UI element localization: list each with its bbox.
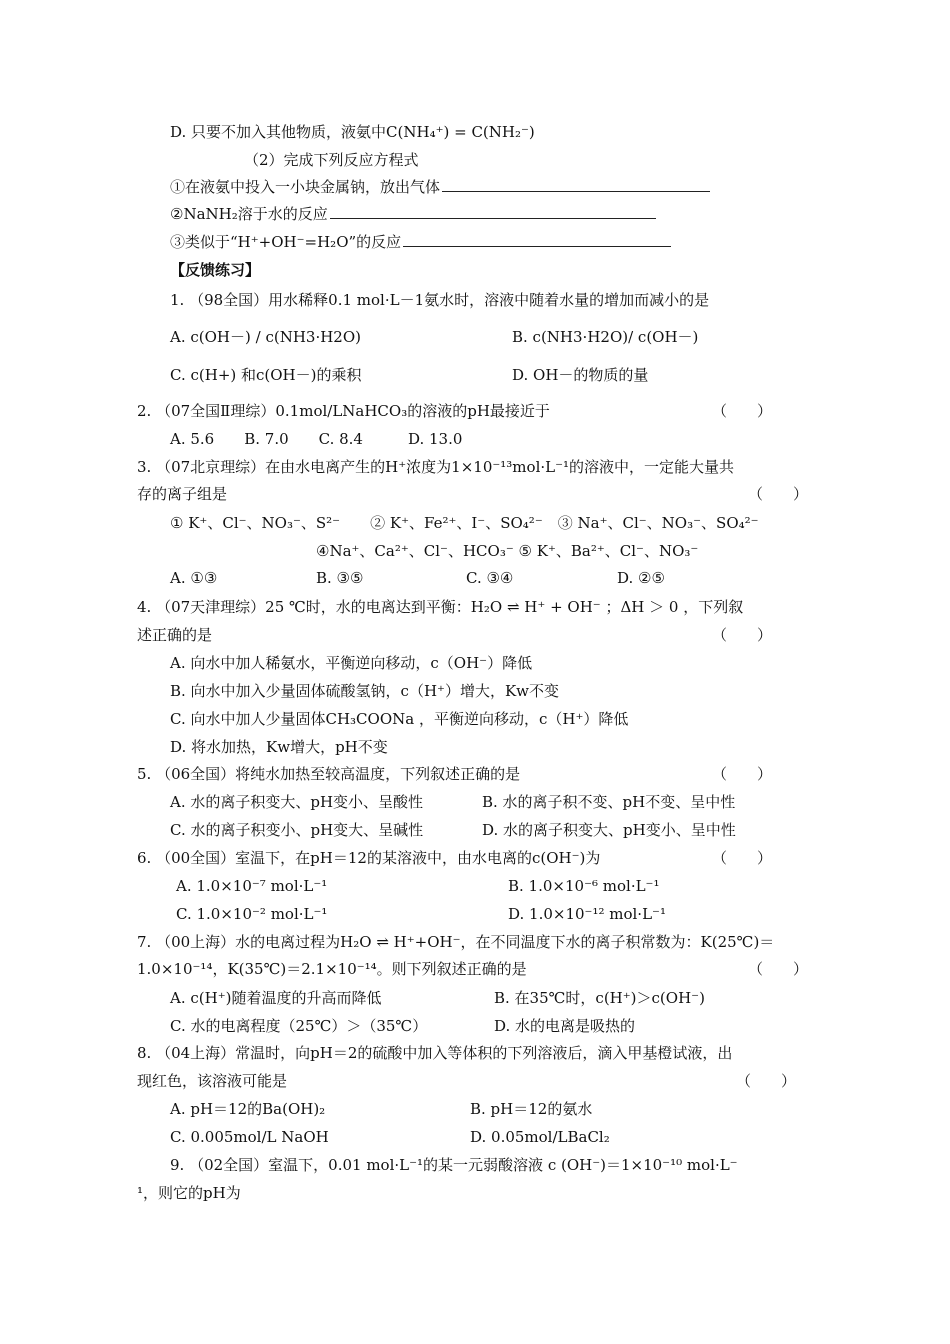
answer-blank[interactable] xyxy=(442,179,710,192)
q8-option-a[interactable]: A. pH＝12的Ba(OH)₂ xyxy=(170,1100,326,1118)
q8-option-c[interactable]: C. 0.005mol/L NaOH xyxy=(170,1128,329,1146)
q1-stem: 1. （98全国）用水稀释0.1 mol·L－1氨水时，溶液中随着水量的增加而减小的是 xyxy=(170,291,710,309)
q4-option-a[interactable]: A. 向水中加人稀氨水，平衡逆向移动，c（OH⁻）降低 xyxy=(170,654,533,672)
q3-answer-paren[interactable]: （ ） xyxy=(748,485,809,503)
q7-option-d[interactable]: D. 水的电离是吸热的 xyxy=(494,1017,636,1035)
q1-option-a[interactable]: A. c(OH－) / c(NH3·H2O) xyxy=(170,328,361,346)
q5-option-b[interactable]: B. 水的离子积不变、pH不变、呈中性 xyxy=(482,793,736,811)
q1-option-c[interactable]: C. c(H+) 和c(OH－)的乘积 xyxy=(170,366,362,384)
q7-option-a[interactable]: A. c(H⁺)随着温度的升高而降低 xyxy=(170,989,382,1007)
reaction-2-text: ②NaNH₂溶于水的反应 xyxy=(170,205,328,223)
reaction-line-3 xyxy=(170,232,671,252)
q5-stem: 5. （06全国）将纯水加热至较高温度，下列叙述正确的是 xyxy=(137,765,521,783)
q2-options[interactable]: A. 5.6 B. 7.0 C. 8.4 D. 13.0 xyxy=(170,430,463,448)
q4-option-d[interactable]: D. 将水加热，Kw增大，pH不变 xyxy=(170,738,388,756)
q7-answer-paren[interactable]: （ ） xyxy=(748,960,809,978)
q3-ion-groups-1: ① K⁺、Cl⁻、NO₃⁻、S²⁻ ② K⁺、Fe²⁺、I⁻、SO₄²⁻ ③ Na⁺、Cl⁻、NO₃⁻、SO₄²⁻ xyxy=(170,514,759,532)
reaction-1-text: ①在液氨中投入一小块金属钠，放出气体 xyxy=(170,178,441,196)
reaction-line-2 xyxy=(170,204,656,224)
q8-option-b[interactable]: B. pH＝12的氨水 xyxy=(470,1100,593,1118)
q6-option-c[interactable]: C. 1.0×10⁻² mol·L⁻¹ xyxy=(176,905,328,923)
q7-stem-line1: 7. （00上海）水的电离过程为H₂O ⇌ H⁺+OH⁻，在不同温度下水的离子积常数为：K(25℃)＝ xyxy=(137,933,775,951)
q8-answer-paren[interactable]: （ ） xyxy=(736,1072,797,1090)
q7-option-c[interactable]: C. 水的电离程度（25℃）＞（35℃） xyxy=(170,1017,428,1035)
q3-option-d[interactable]: D. ②⑤ xyxy=(617,569,665,587)
q2-stem: 2. （07全国Ⅱ理综）0.1mol/LNaHCO₃的溶液的pH最接近于 xyxy=(137,402,550,420)
q8-option-d[interactable]: D. 0.05mol/LBaCl₂ xyxy=(470,1128,610,1146)
q5-option-d[interactable]: D. 水的离子积变大、pH变小、呈中性 xyxy=(482,821,736,839)
q9-stem-line1: 9. （02全国）室温下，0.01 mol·L⁻¹的某一元弱酸溶液 c (OH⁻)＝1×10⁻¹⁰ mol·L⁻ xyxy=(170,1156,738,1174)
q6-answer-paren[interactable]: （ ） xyxy=(712,849,773,867)
q8-stem-line2: 现红色，该溶液可能是 xyxy=(137,1072,288,1090)
q4-answer-paren[interactable]: （ ） xyxy=(712,626,773,644)
q6-option-d[interactable]: D. 1.0×10⁻¹² mol·L⁻¹ xyxy=(508,905,666,923)
q7-option-b[interactable]: B. 在35℃时，c(H⁺)＞c(OH⁻) xyxy=(494,989,705,1007)
q3-ion-groups-2: ④Na⁺、Ca²⁺、Cl⁻、HCO₃⁻ ⑤ K⁺、Ba²⁺、Cl⁻、NO₃⁻ xyxy=(316,542,699,560)
q2-answer-paren[interactable]: （ ） xyxy=(712,402,773,420)
q1-option-d[interactable]: D. OH－的物质的量 xyxy=(512,366,649,384)
q3-option-a[interactable]: A. ①③ xyxy=(170,569,218,587)
q4-option-b[interactable]: B. 向水中加入少量固体硫酸氢钠，c（H⁺）增大，Kw不变 xyxy=(170,682,560,700)
subquestion-heading: （2）完成下列反应方程式 xyxy=(244,151,419,169)
q3-stem-line2: 存的离子组是 xyxy=(137,485,228,503)
q4-option-c[interactable]: C. 向水中加人少量固体CH₃COONa ，平衡逆向移动，c（H⁺）降低 xyxy=(170,710,629,728)
q7-stem-line2: 1.0×10⁻¹⁴，K(35℃)＝2.1×10⁻¹⁴。则下列叙述正确的是 xyxy=(137,960,527,978)
answer-blank[interactable] xyxy=(403,234,671,247)
answer-blank[interactable] xyxy=(330,206,656,219)
q4-stem-line2: 述正确的是 xyxy=(137,626,213,644)
q5-answer-paren[interactable]: （ ） xyxy=(712,765,773,783)
section-title: 【反馈练习】 xyxy=(170,261,261,279)
q5-option-c[interactable]: C. 水的离子积变小、pH变大、呈碱性 xyxy=(170,821,424,839)
q6-option-b[interactable]: B. 1.0×10⁻⁶ mol·L⁻¹ xyxy=(508,877,660,895)
q3-stem-line1: 3. （07北京理综）在由水电离产生的H⁺浓度为1×10⁻¹³mol·L⁻¹的溶液中，一定能大量共 xyxy=(137,458,735,476)
q1-option-b[interactable]: B. c(NH3·H2O)/ c(OH－) xyxy=(512,328,699,346)
q4-stem-line1: 4. （07天津理综）25 ℃时，水的电离达到平衡：H₂O ⇌ H⁺ + OH⁻ ；ΔH ＞ 0 ，下列叙 xyxy=(137,598,744,616)
option-d-line: D. 只要不加入其他物质，液氨中C(NH₄⁺) = C(NH₂⁻) xyxy=(170,123,535,141)
q3-option-c[interactable]: C. ③④ xyxy=(466,569,514,587)
q9-stem-line2: ¹，则它的pH为 xyxy=(137,1184,241,1202)
q3-option-b[interactable]: B. ③⑤ xyxy=(316,569,364,587)
q5-option-a[interactable]: A. 水的离子积变大、pH变小、呈酸性 xyxy=(170,793,424,811)
q6-option-a[interactable]: A. 1.0×10⁻⁷ mol·L⁻¹ xyxy=(176,877,328,895)
reaction-line-1 xyxy=(170,177,710,197)
q6-stem: 6. （00全国）室温下，在pH＝12的某溶液中，由水电离的c(OH⁻)为 xyxy=(137,849,601,867)
q8-stem-line1: 8. （04上海）常温时，向pH＝2的硫酸中加入等体积的下列溶液后，滴入甲基橙试液，出 xyxy=(137,1044,733,1062)
reaction-3-text: ③类似于“H⁺+OH⁻=H₂O”的反应 xyxy=(170,233,402,251)
